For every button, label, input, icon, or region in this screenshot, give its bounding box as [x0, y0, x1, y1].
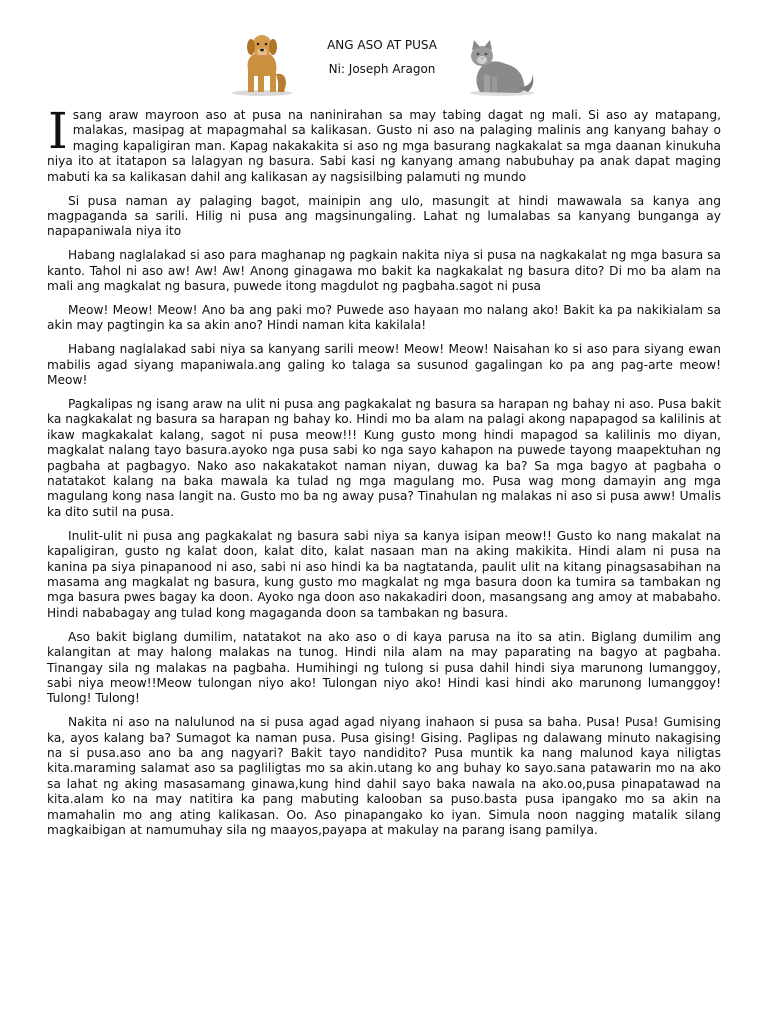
story-paragraph: Habang naglalakad sabi niya sa kanyang sarili meow! Meow! Meow! Naisahan ko si aso para siyang ewan mabilis agad siyang mapaniwala.ang galing ko talaga sa susunod gagalingan ko pa ang pag-arte meow! Meow!: [47, 342, 721, 388]
story-paragraph: Inulit-ulit ni pusa ang pagkakalat ng basura sabi niya sa kanya isipan meow!! Gusto ko nang makalat na kapaligiran, gusto ng kalat doon, kalat dito, kalat nasaan man na aking makikita. Hindi alam ni pusa na kanina pa siya pinapanood ni aso, sabi ni aso hindi ka ba nagtatanda, paulit ulit na kitang pinagsasabihan na masama ang magkalat ng basura, kung gusto mo magkalat ng mga basura doon ka tumira sa tambakan ng mga basura pwes bagay ka doon. Ayoko nga doon aso nakakadiri doon, masangsang ang amoy at mababaho. Hindi nababagay ang tulad kong magaganda doon sa tambakan ng basura.: [47, 528, 721, 620]
story-paragraph: Aso bakit biglang dumilim, natatakot na ako aso o di kaya parusa na ito sa atin. Biglang dumilim ang kalangitan at may halong malakas na tunog. Hindi nila alam na may paparating na bagyo at pagbaha. Tinangay sila ng malakas na pagbaha. Humihingi ng tulong si pusa dahil hindi siya marunong lumanggoy, sabi niya meow!!Meow tulongan niyo ako! Tulongan niyo ako! Hindi kasi hindi ako marunong lumanggoy! Tulong! Tulong!: [47, 629, 721, 706]
story-body: [47, 102, 721, 847]
story-paragraph: Meow! Meow! Meow! Ano ba ang paki mo? Puwede aso hayaan mo nalang ako! Bakit ka pa nakikialam sa akin may pagtingin ka sa akin ano? Hindi naman kita kakilala!: [47, 302, 721, 333]
document-author: Ni: Joseph Aragon: [328, 62, 436, 76]
cat-illustration-icon: [462, 38, 538, 96]
header: [0, 30, 768, 100]
story-paragraph: Isang araw mayroon aso at pusa na naninirahan sa may tabing dagat ng mali. Si aso ay matapang, malakas, masipag at mapagmahal sa kalikasan. Gusto ni aso na palaging malinis ang kanyang bahay o maging kapaligiran man. Kapag nakakakita si aso ng mga basurang nagkakalat sa mga daanan kinukuha niya ito at itatapon sa lalagyan ng basura. Sabi kasi ng kanyang amang nabubuhay pa anak dapat maging mabuti ka sa kalikasan dahil ang kalikasan ay nagsisilbing palamuti ng mundo: [47, 102, 721, 184]
drop-cap: I: [48, 102, 68, 160]
story-paragraph: Si pusa naman ay palaging bagot, mainipin ang ulo, masungit at hindi mawawala sa kanya ang magpaganda sa sarili. Hilig ni pusa ang magsinungaling. Lahat ng lumalabas sa kanyang bunganga ay napapaniwala niya ito: [47, 193, 721, 239]
document-title: ANG ASO AT PUSA: [327, 38, 437, 52]
story-paragraph: Nakita ni aso na nalulunod na si pusa agad agad niyang inahaon si pusa sa baha. Pusa! Pusa! Gumising ka, ayos kalang ba? Sumagot ka naman pusa. Pusa gising! Gising. Paglipas ng dalawang minuto nakagising na si pusa.aso ano ba ang nagyari? Bakit tayo nandidito? Pusa muntik ka nang malunod kaya niligtas kita.maraming salamat aso sa pagliligtas mo sa akin.utang ko ang buhay ko sayo.sana patawarin mo na ako sa lahat ng aking masasamang ginawa,kung hind dahil sayo baka nawala na ako.oo,pusa pinapatawad na kita.alam ko na may natitira ka pang mabuting kalooban sa puso.basta pusa ipangako mo sa akin na mamahalin mo ang ating kalikasan. Oo. Aso pinapangako ko iyan. Simula noon nagging matalik silang magkaibigan at namumuhay sila ng maayos,payapa at makulay na parang isang pamilya.: [47, 715, 721, 838]
story-paragraph: Pagkalipas ng isang araw na ulit ni pusa ang pagkakalat ng basura sa harapan ng bahay ni aso. Pusa bakit ka nagkakalat ng basura sa harapan ng bahay ko. Hindi mo ba alam na palagi akong napapagod sa kalilinis at ikaw magkakalat kalang, sagot ni pusa meow!!! Kung gusto mong hindi mapagod sa kalilinis mo diyan, magkalat nalang tayo basura.ayoko nga pusa sabi ko nga sayo kahapon na puwede tayong maapektuhan ng pagbaha at pagbagyo. Nako aso nakakatakot naman niyan, duwag ka ba? Sa mga bagyo at pagbaha o natatakot kalang na baka mawala ka tulad ng mga magulang mo. Pusa wag mong damayin ang mga magulang kong nasa langit na. Gusto mo ba ng away pusa? Tinahulan ng malakas ni aso si pusa aww! Umalis ka dito sutil na pusa.: [47, 397, 721, 519]
story-paragraph: Habang naglalakad si aso para maghanap ng pagkain nakita niya si pusa na nagkakalat ng mga basura sa kanto. Tahol ni aso aw! Aw! Aw! Anong ginagawa mo bakit ka nagkakalat ng basura dito? Di mo ba alam na mali ang magkalat ng basura, puwede itong magdulot ng pagbaha.sagot ni pusa: [47, 248, 721, 294]
